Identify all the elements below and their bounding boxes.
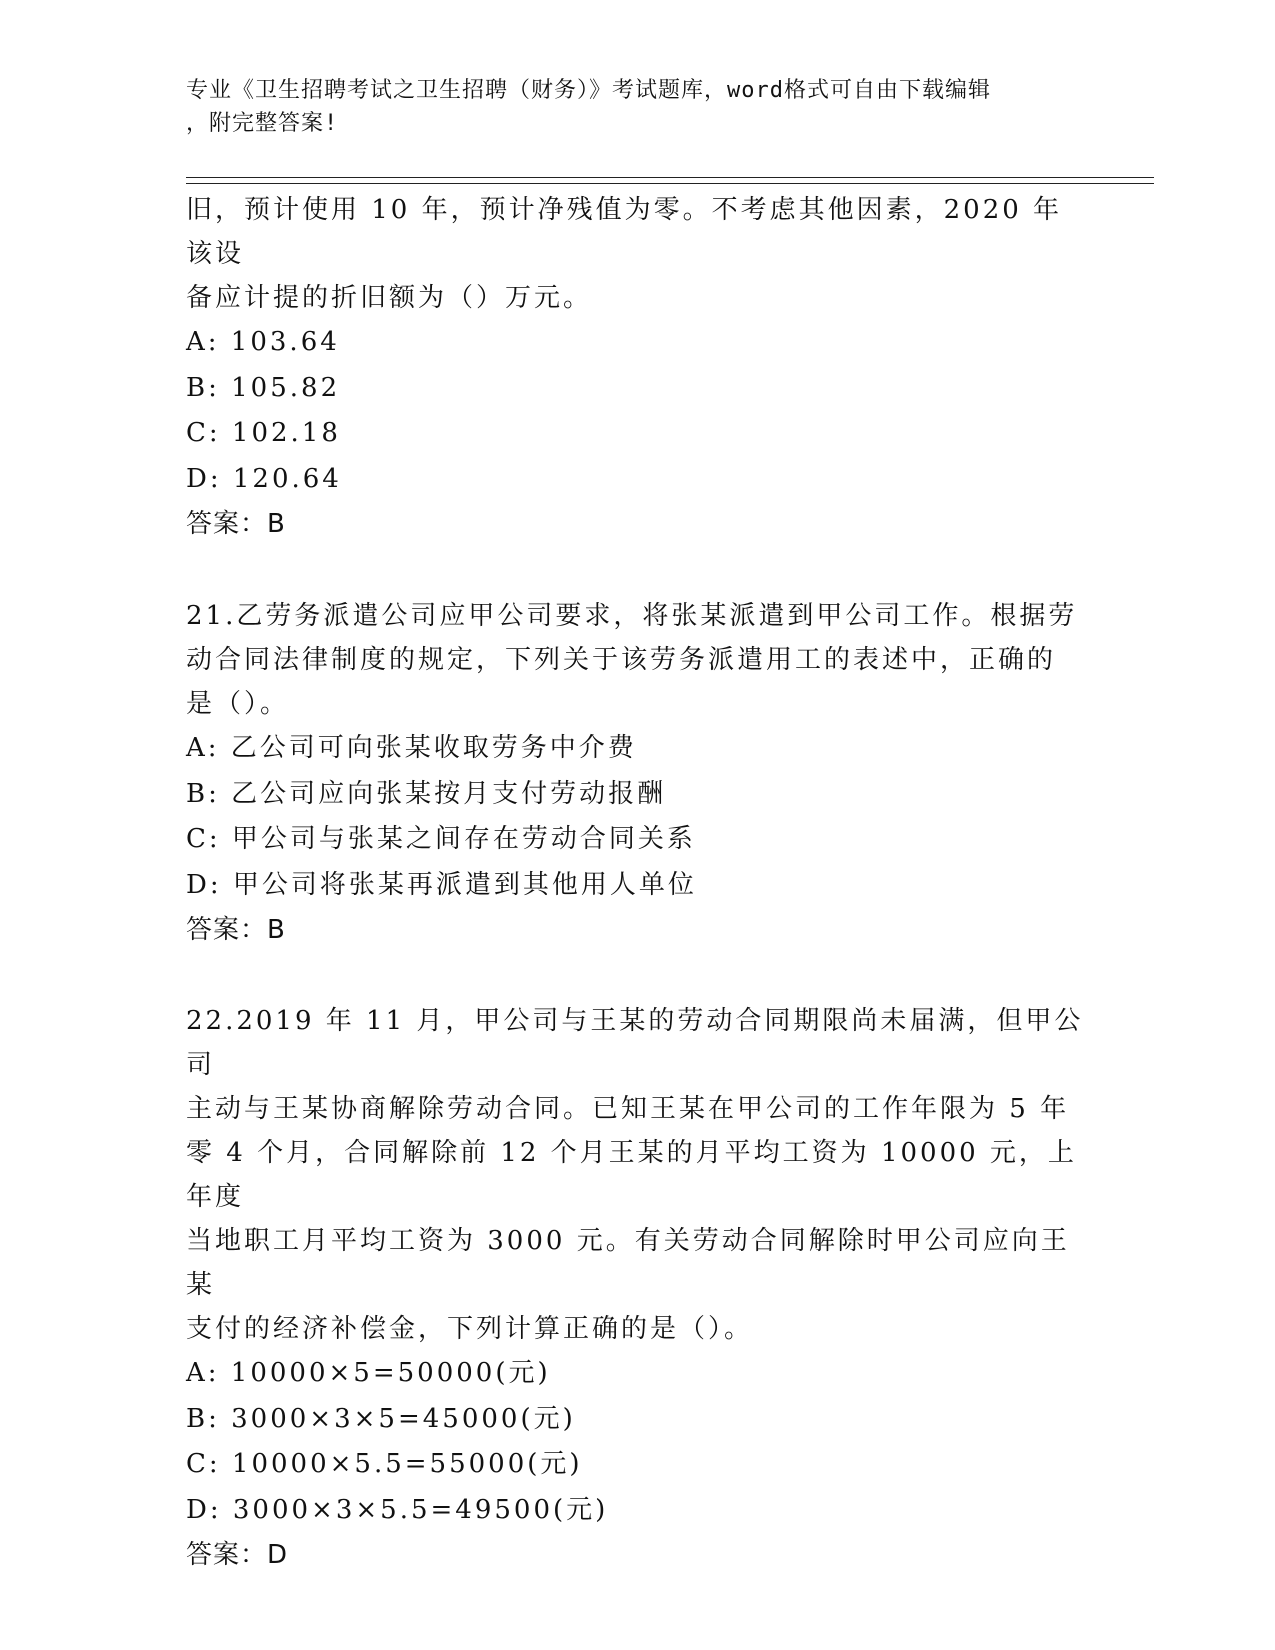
stem-line: 备应计提的折旧额为（）万元。 [186, 283, 593, 313]
stem-line: 21.乙劳务派遣公司应甲公司要求，将张某派遣到甲公司工作。根据劳 [186, 601, 1078, 631]
option-a: A: 10000×5=50000(元) [186, 1358, 551, 1388]
answer: 答案：D [186, 1540, 289, 1570]
question-stem [186, 999, 1086, 1351]
option-d: D: 甲公司将张某再派遣到其他用人单位 [186, 869, 697, 900]
option-d: D: 3000×3×5.5=49500(元) [186, 1494, 609, 1525]
question-22 [186, 999, 1086, 1577]
stem-line: 主动与王某协商解除劳动合同。已知王某在甲公司的工作年限为 5 年 [186, 1094, 1070, 1124]
stem-line: 是（）。 [186, 689, 290, 719]
option-b: B: 3000×3×5=45000(元) [186, 1403, 576, 1434]
option-c: C: 10000×5.5=55000(元) [186, 1449, 583, 1479]
stem-line: 当地职工月平均工资为 3000 元。有关劳动合同解除时甲公司应向王某 [186, 1226, 1070, 1300]
stem-line: 22.2019 年 11 月，甲公司与王某的劳动合同期限尚未届满，但甲公司 [186, 1006, 1084, 1080]
option-b: B: 乙公司应向张某按月支付劳动报酬 [186, 778, 667, 809]
header-line-1: 专业《卫生招聘考试之卫生招聘（财务）》考试题库，word格式可自由下载编辑 [186, 78, 991, 103]
question-21 [186, 594, 1086, 952]
question-content [186, 188, 1086, 1577]
option-c: C: 102.18 [186, 418, 341, 448]
stem-line: 旧，预计使用 10 年，预计净残值为零。不考虑其他因素，2020 年该设 [186, 195, 1063, 269]
option-a: A: 103.64 [186, 327, 340, 357]
question-20 [186, 188, 1086, 546]
stem-line: 零 4 个月，合同解除前 12 个月王某的月平均工资为 10000 元，上年度 [186, 1138, 1077, 1212]
header-divider-top [186, 177, 1154, 178]
option-d: D: 120.64 [186, 463, 342, 494]
option-c: C: 甲公司与张某之间存在劳动合同关系 [186, 824, 696, 854]
header-divider-bottom [186, 183, 1154, 184]
option-b: B: 105.82 [186, 372, 341, 403]
answer: 答案：B [186, 915, 286, 945]
document-header [186, 74, 1066, 140]
spacer [186, 952, 1086, 999]
stem-line: 支付的经济补偿金，下列计算正确的是（）。 [186, 1314, 754, 1344]
header-line-2: ，附完整答案! [186, 111, 339, 136]
question-stem [186, 188, 1086, 320]
option-a: A: 乙公司可向张某收取劳务中介费 [186, 733, 637, 763]
spacer [186, 546, 1086, 594]
question-stem [186, 594, 1086, 726]
answer: 答案：B [186, 509, 286, 539]
stem-line: 动合同法律制度的规定，下列关于该劳务派遣用工的表述中，正确的 [186, 645, 1057, 675]
